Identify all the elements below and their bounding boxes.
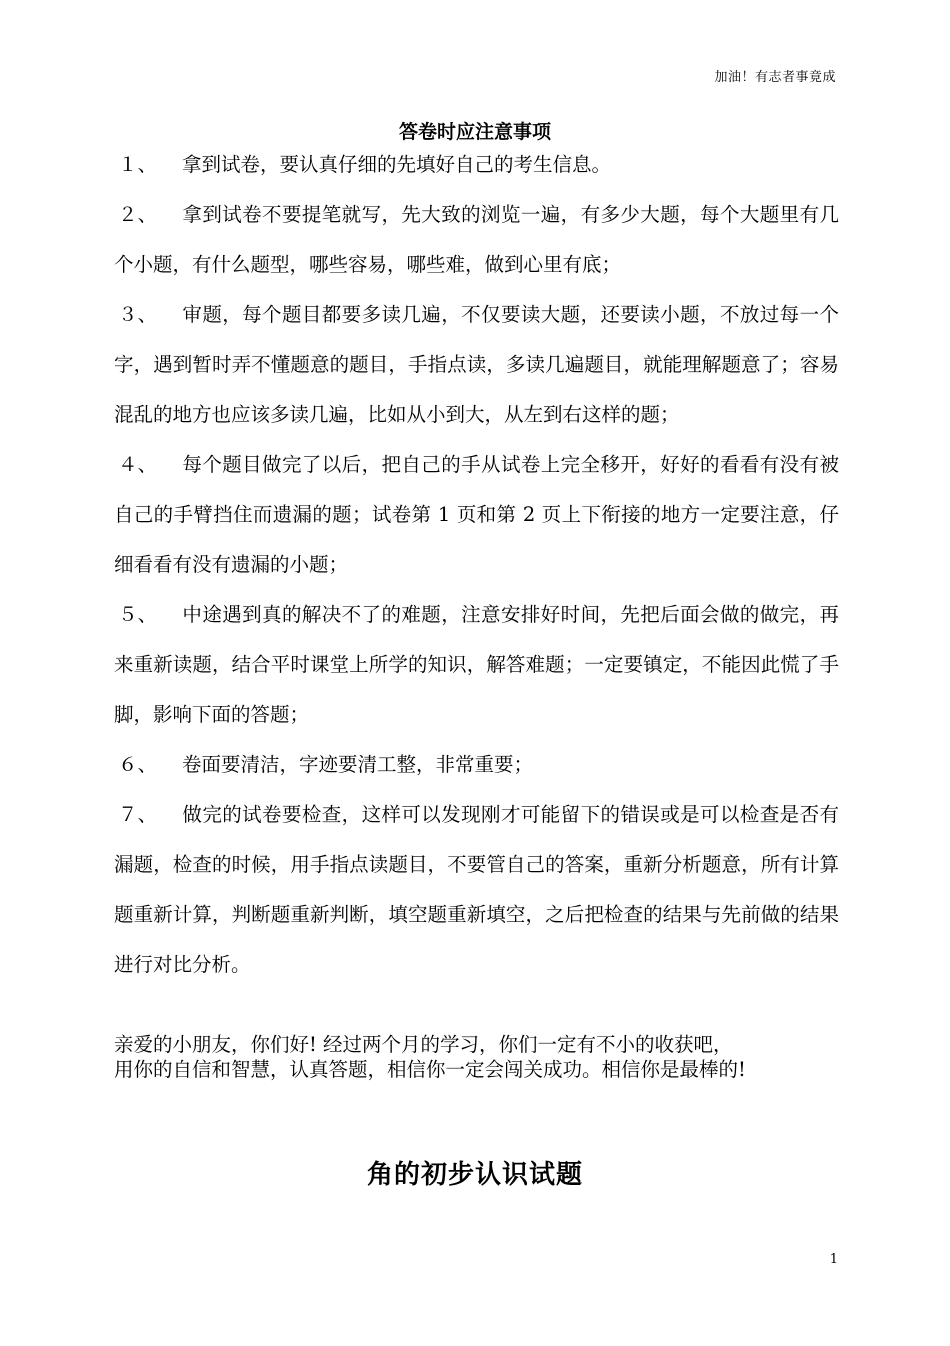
note-number: ３、 (118, 303, 158, 326)
note-text: 做完的试卷要检查，这样可以发现刚才可能留下的错误或是可以检查是否有漏题，检查的时候，用手指点读题目，不要管自己的答案，重新分析题意，所有计算题重新计算，判断题重新判断，填空题重新填空，之后把检查的结果与先前做的结果进行对比分析。 (114, 803, 839, 976)
encouragement-paragraph (114, 1032, 844, 1082)
note-number: ４、 (118, 453, 158, 476)
note-item-4 (114, 440, 839, 590)
note-item-3 (114, 290, 839, 440)
note-text: 审题，每个题目都要多读几遍，不仅要读大题，还要读小题，不放过每一个字，遇到暂时弄不懂题意的题目，手指点读，多读几遍题目，就能理解题意了；容易混乱的地方也应该多读几遍，比如从小到大，从左到右这样的题； (114, 303, 839, 426)
note-number: ６、 (118, 753, 158, 776)
quiz-title: 角的初步认识试题 (366, 1160, 583, 1190)
note-number: １、 (118, 153, 158, 176)
note-item-6 (114, 740, 839, 790)
note-text: 卷面要清洁，字迹要清工整，非常重要； (182, 753, 534, 776)
note-text: 拿到试卷，要认真仔细的先填好自己的考生信息。 (182, 153, 612, 176)
note-item-5 (114, 590, 839, 740)
encouragement-line-1: 亲爱的小朋友，你们好! 经过两个月的学习，你们一定有不小的收获吧， (114, 1033, 733, 1056)
note-number: ２、 (118, 203, 158, 226)
note-item-7 (114, 790, 839, 990)
note-number: ７、 (118, 803, 158, 826)
notes-list (114, 140, 839, 990)
header-motto: 加油！有志者事竟成 (714, 70, 836, 85)
note-item-2 (114, 190, 839, 290)
note-text: 每个题目做完了以后，把自己的手从试卷上完全移开，好好的看看有没有被自己的手臂挡住而遗漏的题；试卷第 1 页和第 2 页上下衔接的地方一定要注意，仔细看看有没有遗漏的小题； (114, 453, 839, 576)
note-text: 中途遇到真的解决不了的难题，注意安排好时间，先把后面会做的做完，再来重新读题，结合平时课堂上所学的知识，解答难题；一定要镇定，不能因此慌了手脚，影响下面的答题； (114, 603, 839, 726)
note-item-1 (114, 140, 839, 190)
notes-title: 答卷时应注意事项 (398, 121, 551, 143)
encouragement-line-2: 用你的自信和智慧，认真答题，相信你一定会闯关成功。相信你是最棒的! (114, 1058, 746, 1081)
note-number: ５、 (118, 603, 158, 626)
note-text: 拿到试卷不要提笔就写，先大致的浏览一遍，有多少大题，每个大题里有几个小题，有什么题型，哪些容易，哪些难，做到心里有底； (114, 203, 839, 276)
page-number: 1 (829, 1252, 838, 1267)
